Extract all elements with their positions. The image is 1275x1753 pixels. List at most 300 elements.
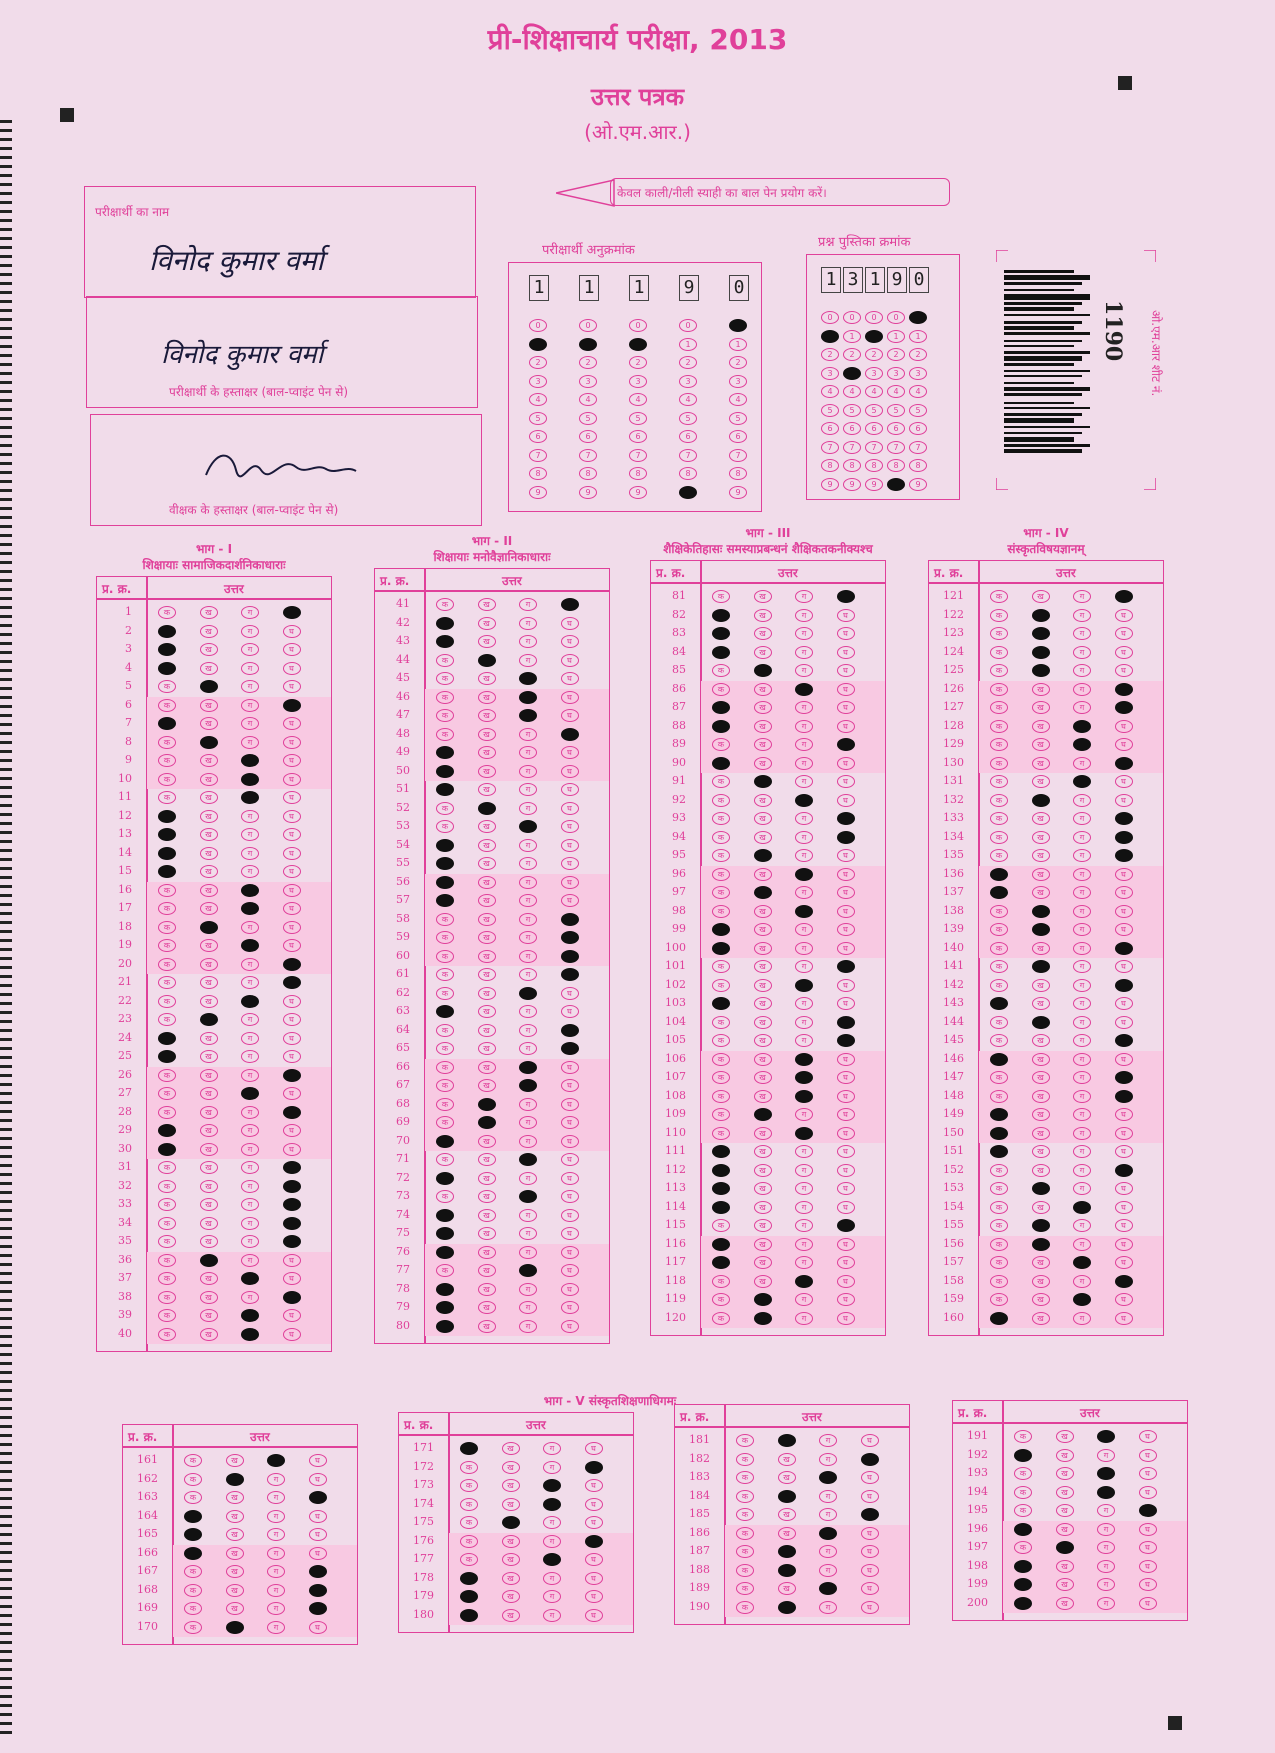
answer-bubble[interactable]	[754, 664, 772, 677]
answer-bubble[interactable]	[712, 1256, 730, 1269]
answer-bubble[interactable]	[309, 1491, 327, 1504]
answer-bubble[interactable]	[561, 598, 579, 611]
answer-bubble[interactable]: घ	[1115, 905, 1133, 918]
answer-bubble[interactable]: घ	[561, 987, 579, 1000]
answer-bubble[interactable]: ग	[519, 1005, 537, 1018]
digit-bubble[interactable]: 8	[887, 459, 905, 472]
answer-bubble[interactable]: घ	[861, 1490, 879, 1503]
digit-bubble[interactable]	[865, 330, 883, 343]
answer-bubble[interactable]: ग	[1073, 923, 1091, 936]
answer-bubble[interactable]: क	[712, 1312, 730, 1325]
answer-bubble[interactable]	[795, 1090, 813, 1103]
answer-bubble[interactable]: घ	[1115, 664, 1133, 677]
answer-bubble[interactable]: ग	[795, 812, 813, 825]
answer-bubble[interactable]: घ	[283, 643, 301, 656]
answer-bubble[interactable]: ग	[519, 802, 537, 815]
answer-bubble[interactable]: ग	[267, 1584, 285, 1597]
answer-bubble[interactable]	[754, 849, 772, 862]
answer-bubble[interactable]: ख	[478, 617, 496, 630]
answer-bubble[interactable]: क	[712, 905, 730, 918]
answer-bubble[interactable]: ग	[795, 923, 813, 936]
answer-bubble[interactable]: क	[990, 942, 1008, 955]
answer-bubble[interactable]: घ	[561, 802, 579, 815]
digit-bubble[interactable]: 7	[729, 449, 747, 462]
answer-bubble[interactable]: ग	[795, 1293, 813, 1306]
digit-bubble[interactable]: 9	[909, 478, 927, 491]
answer-bubble[interactable]	[158, 643, 176, 656]
answer-bubble[interactable]: ग	[241, 1069, 259, 1082]
answer-bubble[interactable]: ख	[478, 1301, 496, 1314]
answer-bubble[interactable]: ग	[519, 728, 537, 741]
answer-bubble[interactable]: ख	[754, 757, 772, 770]
answer-bubble[interactable]	[795, 868, 813, 881]
answer-bubble[interactable]: ग	[519, 746, 537, 759]
answer-bubble[interactable]: ख	[1032, 701, 1050, 714]
answer-bubble[interactable]: ख	[502, 1479, 520, 1492]
answer-bubble[interactable]: ख	[478, 672, 496, 685]
answer-bubble[interactable]: घ	[309, 1621, 327, 1634]
answer-bubble[interactable]	[837, 960, 855, 973]
answer-bubble[interactable]: घ	[283, 736, 301, 749]
digit-bubble[interactable]: 4	[629, 393, 647, 406]
answer-bubble[interactable]: ग	[519, 1301, 537, 1314]
answer-bubble[interactable]: क	[736, 1471, 754, 1484]
answer-bubble[interactable]: ख	[778, 1508, 796, 1521]
digit-bubble[interactable]: 3	[865, 367, 883, 380]
answer-bubble[interactable]: घ	[1139, 1560, 1157, 1573]
answer-bubble[interactable]	[819, 1582, 837, 1595]
digit-bubble[interactable]: 2	[679, 356, 697, 369]
answer-bubble[interactable]: ख	[778, 1471, 796, 1484]
answer-bubble[interactable]: ग	[1097, 1449, 1115, 1462]
answer-bubble[interactable]: ख	[478, 1153, 496, 1166]
answer-bubble[interactable]: घ	[585, 1553, 603, 1566]
digit-bubble[interactable]: 9	[843, 478, 861, 491]
answer-bubble[interactable]: क	[158, 1069, 176, 1082]
answer-bubble[interactable]: क	[736, 1582, 754, 1595]
answer-bubble[interactable]	[436, 1301, 454, 1314]
digit-bubble[interactable]: 2	[529, 356, 547, 369]
answer-bubble[interactable]: ख	[754, 738, 772, 751]
answer-bubble[interactable]: ख	[478, 931, 496, 944]
answer-bubble[interactable]: क	[990, 1293, 1008, 1306]
answer-bubble[interactable]: घ	[561, 1153, 579, 1166]
answer-bubble[interactable]: ख	[778, 1453, 796, 1466]
answer-bubble[interactable]: ख	[502, 1442, 520, 1455]
answer-bubble[interactable]	[1056, 1541, 1074, 1554]
answer-bubble[interactable]: ख	[754, 1238, 772, 1251]
answer-bubble[interactable]	[200, 1013, 218, 1026]
answer-bubble[interactable]: ग	[795, 627, 813, 640]
answer-bubble[interactable]	[1032, 794, 1050, 807]
answer-bubble[interactable]: ख	[200, 1124, 218, 1137]
answer-bubble[interactable]: ख	[1032, 1090, 1050, 1103]
answer-bubble[interactable]: ग	[1073, 1238, 1091, 1251]
answer-bubble[interactable]: ग	[241, 643, 259, 656]
answer-bubble[interactable]: ग	[1073, 812, 1091, 825]
answer-bubble[interactable]: क	[158, 680, 176, 693]
answer-bubble[interactable]	[1032, 960, 1050, 973]
answer-bubble[interactable]: क	[158, 1235, 176, 1248]
answer-bubble[interactable]: ग	[543, 1572, 561, 1585]
answer-bubble[interactable]: घ	[861, 1434, 879, 1447]
answer-bubble[interactable]	[1073, 1293, 1091, 1306]
answer-bubble[interactable]: ख	[754, 1053, 772, 1066]
answer-bubble[interactable]: क	[436, 598, 454, 611]
answer-bubble[interactable]: क	[712, 812, 730, 825]
answer-bubble[interactable]: घ	[837, 1312, 855, 1325]
answer-bubble[interactable]: ग	[519, 913, 537, 926]
answer-bubble[interactable]: क	[158, 976, 176, 989]
answer-bubble[interactable]: घ	[1115, 1127, 1133, 1140]
answer-bubble[interactable]: घ	[837, 1127, 855, 1140]
answer-bubble[interactable]: क	[436, 802, 454, 815]
digit-bubble[interactable]: 8	[629, 467, 647, 480]
answer-bubble[interactable]: ग	[819, 1434, 837, 1447]
answer-bubble[interactable]	[519, 820, 537, 833]
answer-bubble[interactable]: क	[158, 1161, 176, 1174]
answer-bubble[interactable]: क	[736, 1490, 754, 1503]
answer-bubble[interactable]: ख	[478, 765, 496, 778]
answer-bubble[interactable]: घ	[561, 654, 579, 667]
answer-bubble[interactable]: घ	[1115, 1238, 1133, 1251]
answer-bubble[interactable]	[1032, 664, 1050, 677]
answer-bubble[interactable]: ख	[754, 1256, 772, 1269]
answer-bubble[interactable]: घ	[1115, 923, 1133, 936]
answer-bubble[interactable]: ग	[519, 1098, 537, 1111]
answer-bubble[interactable]: क	[184, 1565, 202, 1578]
answer-bubble[interactable]	[436, 783, 454, 796]
answer-bubble[interactable]: घ	[1139, 1578, 1157, 1591]
answer-bubble[interactable]: ख	[754, 1145, 772, 1158]
answer-bubble[interactable]: क	[990, 812, 1008, 825]
digit-bubble[interactable]: 7	[821, 441, 839, 454]
answer-bubble[interactable]: घ	[561, 839, 579, 852]
answer-bubble[interactable]: घ	[283, 1254, 301, 1267]
answer-bubble[interactable]: ग	[241, 1180, 259, 1193]
digit-bubble[interactable]: 5	[679, 412, 697, 425]
answer-bubble[interactable]: ख	[200, 976, 218, 989]
answer-bubble[interactable]: ख	[754, 1219, 772, 1232]
digit-bubble[interactable]	[843, 367, 861, 380]
digit-bubble[interactable]: 4	[729, 393, 747, 406]
answer-bubble[interactable]	[1115, 942, 1133, 955]
answer-bubble[interactable]: ख	[478, 746, 496, 759]
answer-bubble[interactable]: ग	[267, 1547, 285, 1560]
answer-bubble[interactable]: ग	[1073, 997, 1091, 1010]
answer-bubble[interactable]	[1073, 1256, 1091, 1269]
answer-bubble[interactable]: ख	[478, 1227, 496, 1240]
answer-bubble[interactable]: घ	[283, 1087, 301, 1100]
answer-bubble[interactable]	[1032, 1182, 1050, 1195]
answer-bubble[interactable]	[478, 1116, 496, 1129]
answer-bubble[interactable]	[1139, 1504, 1157, 1517]
answer-bubble[interactable]: ग	[241, 976, 259, 989]
answer-bubble[interactable]: क	[712, 1053, 730, 1066]
answer-bubble[interactable]	[436, 857, 454, 870]
answer-bubble[interactable]	[837, 590, 855, 603]
answer-bubble[interactable]: ग	[1073, 1164, 1091, 1177]
answer-bubble[interactable]: ख	[1032, 868, 1050, 881]
answer-bubble[interactable]	[712, 942, 730, 955]
answer-bubble[interactable]: ग	[1097, 1597, 1115, 1610]
answer-bubble[interactable]: घ	[861, 1471, 879, 1484]
answer-bubble[interactable]: घ	[561, 765, 579, 778]
answer-bubble[interactable]: क	[990, 905, 1008, 918]
answer-bubble[interactable]: ग	[795, 646, 813, 659]
answer-bubble[interactable]: ग	[819, 1508, 837, 1521]
answer-bubble[interactable]: घ	[837, 1201, 855, 1214]
answer-bubble[interactable]	[241, 1087, 259, 1100]
answer-bubble[interactable]: ख	[478, 691, 496, 704]
answer-bubble[interactable]: घ	[283, 847, 301, 860]
answer-bubble[interactable]: ख	[502, 1535, 520, 1548]
answer-bubble[interactable]: घ	[561, 1135, 579, 1148]
answer-bubble[interactable]: ख	[200, 902, 218, 915]
answer-bubble[interactable]: क	[990, 1275, 1008, 1288]
answer-bubble[interactable]: क	[990, 1238, 1008, 1251]
answer-bubble[interactable]: क	[1014, 1486, 1032, 1499]
digit-bubble[interactable]: 7	[679, 449, 697, 462]
answer-bubble[interactable]: ग	[241, 1143, 259, 1156]
answer-bubble[interactable]: घ	[837, 627, 855, 640]
answer-bubble[interactable]: घ	[1115, 1053, 1133, 1066]
answer-bubble[interactable]: ख	[754, 905, 772, 918]
answer-bubble[interactable]: ग	[795, 942, 813, 955]
digit-bubble[interactable]: 1	[887, 330, 905, 343]
answer-bubble[interactable]	[990, 1108, 1008, 1121]
answer-bubble[interactable]: ग	[1073, 1219, 1091, 1232]
answer-bubble[interactable]: ख	[754, 1090, 772, 1103]
answer-bubble[interactable]: ख	[478, 709, 496, 722]
answer-bubble[interactable]: क	[158, 1291, 176, 1304]
answer-bubble[interactable]: क	[990, 609, 1008, 622]
answer-bubble[interactable]	[1014, 1578, 1032, 1591]
answer-bubble[interactable]	[502, 1516, 520, 1529]
digit-bubble[interactable]: 5	[729, 412, 747, 425]
answer-bubble[interactable]: क	[712, 683, 730, 696]
answer-bubble[interactable]: ख	[754, 1201, 772, 1214]
answer-bubble[interactable]	[436, 1135, 454, 1148]
answer-bubble[interactable]: ग	[795, 1201, 813, 1214]
answer-bubble[interactable]: क	[158, 1309, 176, 1322]
digit-bubble[interactable]: 7	[529, 449, 547, 462]
answer-bubble[interactable]: क	[184, 1621, 202, 1634]
answer-bubble[interactable]	[837, 831, 855, 844]
answer-bubble[interactable]: ख	[478, 894, 496, 907]
answer-bubble[interactable]: ख	[478, 1135, 496, 1148]
answer-bubble[interactable]: घ	[1139, 1541, 1157, 1554]
digit-bubble[interactable]: 7	[909, 441, 927, 454]
answer-bubble[interactable]: क	[712, 1108, 730, 1121]
answer-bubble[interactable]: ख	[778, 1582, 796, 1595]
answer-bubble[interactable]	[241, 773, 259, 786]
answer-bubble[interactable]: क	[158, 1087, 176, 1100]
answer-bubble[interactable]: क	[158, 773, 176, 786]
answer-bubble[interactable]: घ	[283, 717, 301, 730]
answer-bubble[interactable]: ग	[795, 1164, 813, 1177]
answer-bubble[interactable]	[436, 1209, 454, 1222]
answer-bubble[interactable]: ख	[1032, 997, 1050, 1010]
answer-bubble[interactable]	[819, 1471, 837, 1484]
answer-bubble[interactable]: क	[990, 960, 1008, 973]
digit-bubble[interactable]: 5	[865, 404, 883, 417]
answer-bubble[interactable]: घ	[861, 1564, 879, 1577]
answer-bubble[interactable]: घ	[309, 1454, 327, 1467]
answer-bubble[interactable]: क	[158, 699, 176, 712]
answer-bubble[interactable]: क	[436, 1079, 454, 1092]
answer-bubble[interactable]: ख	[478, 857, 496, 870]
answer-bubble[interactable]: क	[990, 1219, 1008, 1232]
answer-bubble[interactable]	[712, 646, 730, 659]
answer-bubble[interactable]	[1032, 1219, 1050, 1232]
answer-bubble[interactable]: घ	[837, 1108, 855, 1121]
digit-bubble[interactable]: 6	[629, 430, 647, 443]
answer-bubble[interactable]: ख	[1032, 1256, 1050, 1269]
answer-bubble[interactable]	[1115, 849, 1133, 862]
answer-bubble[interactable]: क	[990, 646, 1008, 659]
answer-bubble[interactable]: क	[990, 775, 1008, 788]
answer-bubble[interactable]: घ	[283, 939, 301, 952]
answer-bubble[interactable]: ख	[754, 812, 772, 825]
answer-bubble[interactable]	[819, 1527, 837, 1540]
answer-bubble[interactable]	[283, 1217, 301, 1230]
answer-bubble[interactable]: ग	[819, 1490, 837, 1503]
answer-bubble[interactable]: ग	[241, 847, 259, 860]
answer-bubble[interactable]: क	[184, 1454, 202, 1467]
answer-bubble[interactable]: ख	[200, 1180, 218, 1193]
digit-bubble[interactable]	[887, 478, 905, 491]
answer-bubble[interactable]: ग	[1073, 831, 1091, 844]
answer-bubble[interactable]: ख	[1056, 1504, 1074, 1517]
answer-bubble[interactable]: घ	[309, 1510, 327, 1523]
answer-bubble[interactable]: क	[158, 939, 176, 952]
answer-bubble[interactable]: ग	[241, 921, 259, 934]
answer-bubble[interactable]: घ	[837, 886, 855, 899]
answer-bubble[interactable]: ग	[1073, 1275, 1091, 1288]
answer-bubble[interactable]: क	[1014, 1467, 1032, 1480]
answer-bubble[interactable]: क	[436, 1061, 454, 1074]
answer-bubble[interactable]: ग	[241, 810, 259, 823]
answer-bubble[interactable]: ख	[200, 847, 218, 860]
answer-bubble[interactable]: ग	[1097, 1541, 1115, 1554]
answer-bubble[interactable]	[241, 902, 259, 915]
answer-bubble[interactable]	[795, 979, 813, 992]
answer-bubble[interactable]: ख	[502, 1553, 520, 1566]
answer-bubble[interactable]: क	[712, 1016, 730, 1029]
answer-bubble[interactable]: घ	[837, 664, 855, 677]
answer-bubble[interactable]	[283, 1235, 301, 1248]
answer-bubble[interactable]: ख	[200, 1106, 218, 1119]
answer-bubble[interactable]: ग	[1073, 590, 1091, 603]
answer-bubble[interactable]: ख	[200, 1087, 218, 1100]
answer-bubble[interactable]: घ	[561, 1264, 579, 1277]
digit-bubble[interactable]: 4	[579, 393, 597, 406]
answer-bubble[interactable]: ग	[519, 598, 537, 611]
answer-bubble[interactable]: क	[436, 709, 454, 722]
digit-bubble[interactable]: 2	[843, 348, 861, 361]
answer-bubble[interactable]: घ	[837, 701, 855, 714]
digit-bubble[interactable]: 4	[865, 385, 883, 398]
answer-bubble[interactable]: घ	[1115, 1256, 1133, 1269]
answer-bubble[interactable]	[436, 1246, 454, 1259]
answer-bubble[interactable]	[283, 1069, 301, 1082]
digit-bubble[interactable]: 9	[579, 486, 597, 499]
answer-bubble[interactable]	[1115, 1034, 1133, 1047]
answer-bubble[interactable]: ख	[754, 1182, 772, 1195]
answer-bubble[interactable]: घ	[283, 884, 301, 897]
answer-bubble[interactable]: ख	[1056, 1467, 1074, 1480]
answer-bubble[interactable]	[561, 968, 579, 981]
answer-bubble[interactable]: क	[990, 664, 1008, 677]
digit-bubble[interactable]: 4	[909, 385, 927, 398]
answer-bubble[interactable]	[543, 1479, 561, 1492]
answer-bubble[interactable]: ख	[1032, 1053, 1050, 1066]
answer-bubble[interactable]: क	[158, 1328, 176, 1341]
answer-bubble[interactable]	[778, 1490, 796, 1503]
answer-bubble[interactable]: ग	[1073, 1016, 1091, 1029]
answer-bubble[interactable]	[795, 683, 813, 696]
answer-bubble[interactable]: घ	[283, 902, 301, 915]
answer-bubble[interactable]: क	[990, 979, 1008, 992]
answer-bubble[interactable]: क	[712, 1127, 730, 1140]
answer-bubble[interactable]: घ	[837, 757, 855, 770]
answer-bubble[interactable]: ख	[1056, 1486, 1074, 1499]
answer-bubble[interactable]: घ	[561, 1172, 579, 1185]
answer-bubble[interactable]: घ	[283, 1124, 301, 1137]
answer-bubble[interactable]: घ	[1115, 868, 1133, 881]
answer-bubble[interactable]: क	[460, 1461, 478, 1474]
answer-bubble[interactable]	[754, 1108, 772, 1121]
answer-bubble[interactable]	[519, 1264, 537, 1277]
answer-bubble[interactable]: घ	[1115, 775, 1133, 788]
digit-bubble[interactable]: 3	[529, 375, 547, 388]
answer-bubble[interactable]: क	[436, 654, 454, 667]
answer-bubble[interactable]: क	[712, 664, 730, 677]
answer-bubble[interactable]: ग	[1073, 849, 1091, 862]
answer-bubble[interactable]: घ	[561, 1301, 579, 1314]
answer-bubble[interactable]: क	[712, 886, 730, 899]
answer-bubble[interactable]: ग	[241, 1217, 259, 1230]
answer-bubble[interactable]	[478, 1098, 496, 1111]
answer-bubble[interactable]: घ	[283, 791, 301, 804]
answer-bubble[interactable]: क	[436, 950, 454, 963]
answer-bubble[interactable]: क	[436, 1098, 454, 1111]
answer-bubble[interactable]: ग	[543, 1461, 561, 1474]
answer-bubble[interactable]	[241, 791, 259, 804]
answer-bubble[interactable]	[436, 1320, 454, 1333]
answer-bubble[interactable]	[158, 810, 176, 823]
answer-bubble[interactable]: ख	[754, 868, 772, 881]
answer-bubble[interactable]	[1097, 1430, 1115, 1443]
answer-bubble[interactable]: घ	[837, 1238, 855, 1251]
answer-bubble[interactable]: क	[158, 921, 176, 934]
answer-bubble[interactable]: क	[158, 884, 176, 897]
answer-bubble[interactable]: घ	[561, 894, 579, 907]
answer-bubble[interactable]: घ	[283, 1309, 301, 1322]
digit-bubble[interactable]: 8	[529, 467, 547, 480]
answer-bubble[interactable]: क	[436, 913, 454, 926]
answer-bubble[interactable]	[158, 717, 176, 730]
answer-bubble[interactable]	[309, 1584, 327, 1597]
answer-bubble[interactable]: ख	[200, 1069, 218, 1082]
answer-bubble[interactable]: ख	[200, 643, 218, 656]
digit-bubble[interactable]: 7	[579, 449, 597, 462]
answer-bubble[interactable]: घ	[1139, 1597, 1157, 1610]
digit-bubble[interactable]: 6	[679, 430, 697, 443]
answer-bubble[interactable]: घ	[585, 1590, 603, 1603]
answer-bubble[interactable]: घ	[837, 1293, 855, 1306]
